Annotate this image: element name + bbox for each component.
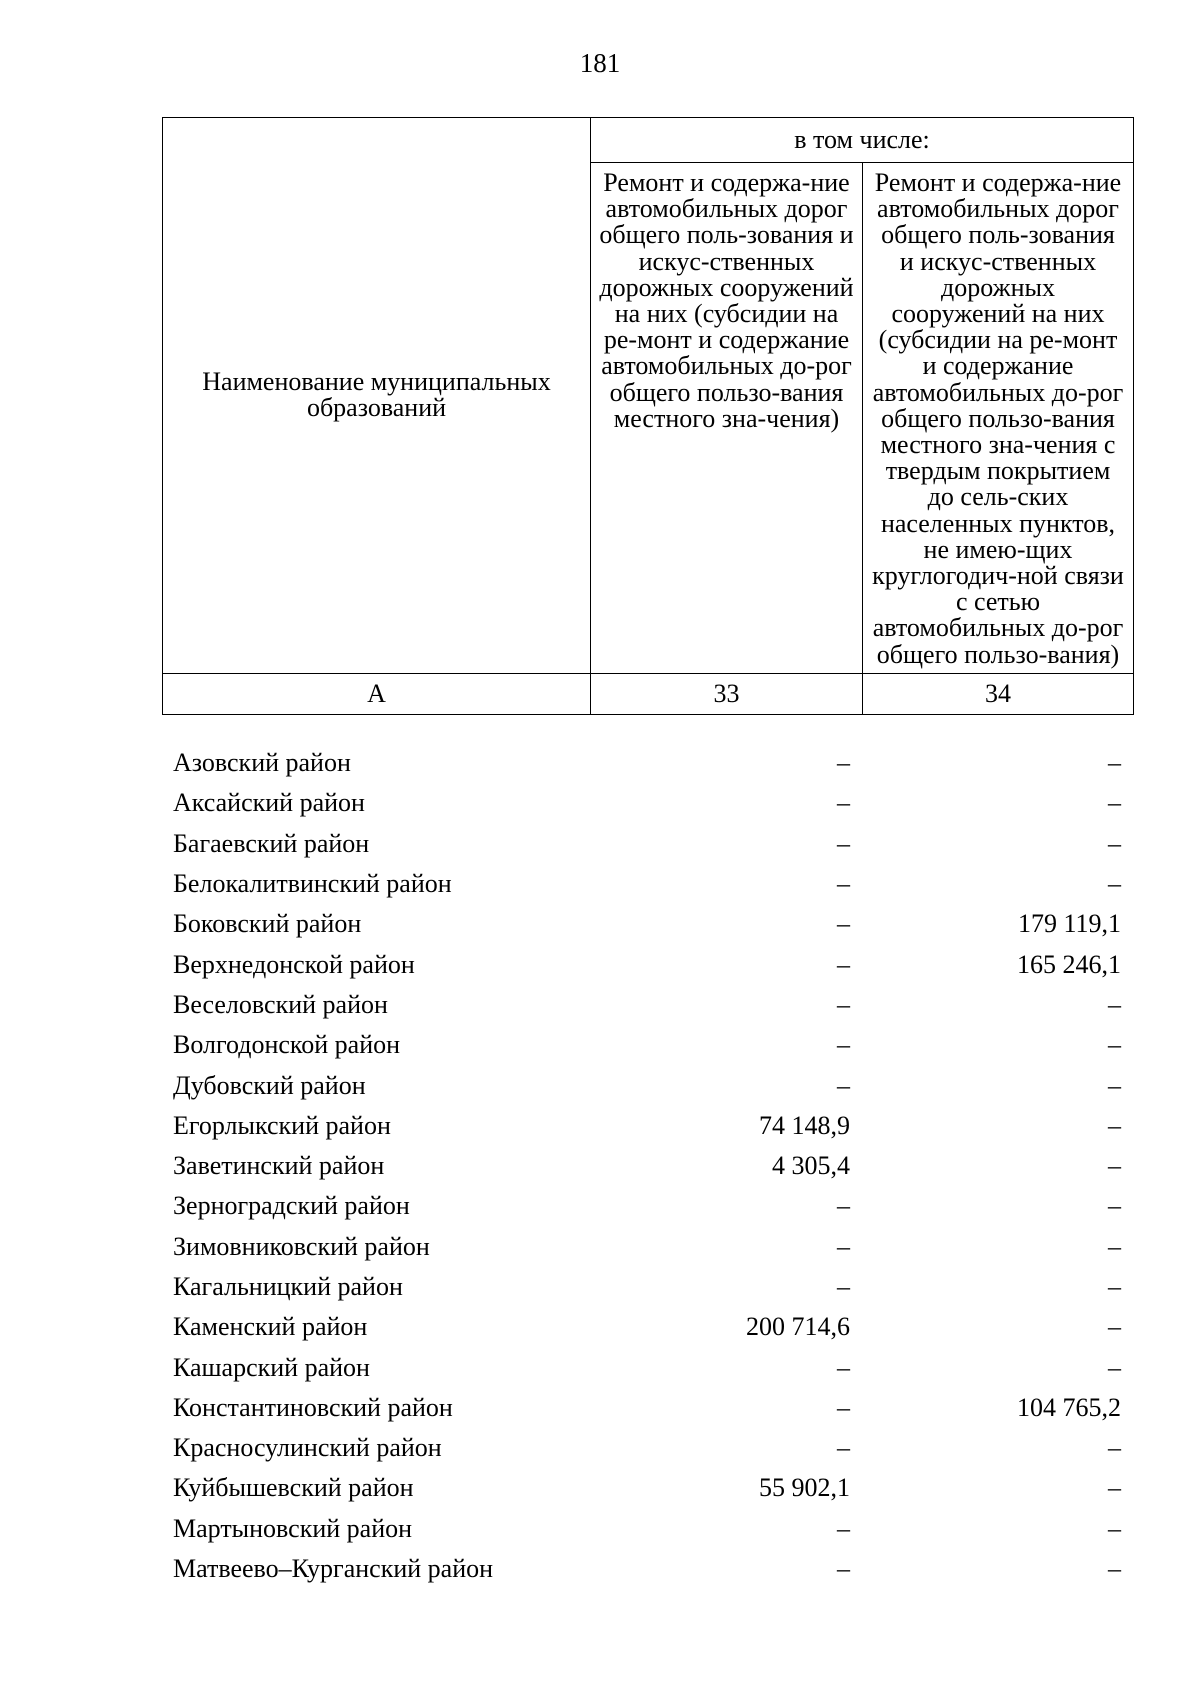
- table-row: [162, 1227, 1133, 1267]
- table-row: [162, 1186, 1133, 1226]
- municipality-name: Багаевский район: [173, 828, 370, 858]
- column-number-33: 33: [591, 673, 863, 714]
- value-col-34: 165 246,1: [1017, 949, 1121, 979]
- value-col-34: –: [1108, 828, 1121, 858]
- value-col-34: –: [1108, 869, 1121, 899]
- value-col-33: –: [837, 1554, 850, 1584]
- column-group-header: в том числе:: [591, 118, 1134, 163]
- value-col-34: –: [1108, 1231, 1121, 1261]
- municipality-name: Каменский район: [173, 1312, 368, 1342]
- table-row: [162, 743, 1133, 783]
- column-header-name: Наименование муниципальных образований: [163, 118, 591, 674]
- column-number-34: 34: [863, 673, 1134, 714]
- value-col-34: –: [1108, 1030, 1121, 1060]
- value-col-34: –: [1108, 1151, 1121, 1181]
- value-col-33: –: [837, 909, 850, 939]
- municipality-name: Боковский район: [173, 909, 362, 939]
- municipality-name: Константиновский район: [173, 1392, 453, 1422]
- value-col-33: –: [837, 869, 850, 899]
- table-row: [162, 1146, 1133, 1186]
- table-row: [162, 1307, 1133, 1347]
- column-header-33: Ремонт и содержа-ние автомобильных дорог общего поль-зования и искус-ственных дорожных сооружений на них (субсидии на ре-монт и содержание автомобильных до-рог общего пользо-вания местного зна-чения): [591, 163, 863, 674]
- table-row: [162, 1267, 1133, 1307]
- page-number: 181: [579, 48, 621, 78]
- municipality-name: Кашарский район: [173, 1352, 370, 1382]
- table-row: [162, 1065, 1133, 1105]
- value-col-33: 74 148,9: [759, 1110, 850, 1140]
- municipality-name: Мартыновский район: [173, 1513, 413, 1543]
- value-col-34: –: [1108, 1110, 1121, 1140]
- table-row: [162, 1025, 1133, 1065]
- value-col-33: –: [837, 1191, 850, 1221]
- municipality-name: Белокалитвинский район: [173, 869, 452, 899]
- value-col-34: –: [1108, 989, 1121, 1019]
- value-col-34: –: [1108, 1312, 1121, 1342]
- value-col-33: 55 902,1: [759, 1473, 850, 1503]
- value-col-33: –: [837, 1513, 850, 1543]
- municipality-name: Дубовский район: [173, 1070, 366, 1100]
- value-col-33: –: [837, 1070, 850, 1100]
- value-col-34: 104 765,2: [1017, 1392, 1121, 1422]
- municipality-name: Волгодонской район: [173, 1030, 401, 1060]
- municipality-name: Азовский район: [173, 748, 351, 778]
- municipality-name: Зимовниковский район: [173, 1231, 430, 1261]
- value-col-34: –: [1108, 788, 1121, 818]
- value-col-34: –: [1108, 1070, 1121, 1100]
- value-col-33: –: [837, 1272, 850, 1301]
- municipality-name: Веселовский район: [173, 989, 388, 1019]
- table-row: [162, 783, 1133, 823]
- value-col-33: –: [837, 989, 850, 1019]
- table-row: [162, 1106, 1133, 1146]
- value-col-34: 179 119,1: [1017, 909, 1121, 939]
- column-number-a: А: [163, 673, 591, 714]
- value-col-34: –: [1108, 1433, 1121, 1463]
- value-col-34: –: [1108, 1513, 1121, 1543]
- table-row: [162, 1468, 1133, 1508]
- value-col-33: –: [837, 1433, 850, 1463]
- value-col-34: –: [1108, 1272, 1121, 1301]
- table-row: [162, 1347, 1133, 1387]
- value-col-33: –: [837, 1392, 850, 1422]
- table-row: [162, 824, 1133, 864]
- municipality-name: Зерноградский район: [173, 1191, 410, 1221]
- municipality-name: Егорлыкский район: [173, 1110, 391, 1140]
- table-body: [162, 743, 1133, 1589]
- value-col-33: –: [837, 949, 850, 979]
- municipality-name: Куйбышевский район: [173, 1473, 414, 1503]
- municipality-name: Верхнедонской район: [173, 949, 415, 979]
- table-row: [162, 1509, 1133, 1549]
- table-row: [162, 864, 1133, 904]
- value-col-33: –: [837, 1352, 850, 1382]
- value-col-34: –: [1108, 1352, 1121, 1382]
- value-col-33: –: [837, 1030, 850, 1060]
- value-col-33: –: [837, 828, 850, 858]
- table-row: [162, 1549, 1133, 1589]
- municipality-name: Красносулинский район: [173, 1433, 442, 1463]
- table-row: [162, 1428, 1133, 1468]
- municipality-name: Заветинский район: [173, 1151, 385, 1181]
- table-row: [162, 904, 1133, 944]
- value-col-33: –: [837, 748, 850, 778]
- value-col-33: –: [837, 788, 850, 818]
- table-row: [162, 985, 1133, 1025]
- value-col-34: –: [1108, 1554, 1121, 1584]
- municipality-name: Кагальницкий район: [173, 1272, 403, 1301]
- value-col-33: 200 714,6: [746, 1312, 850, 1342]
- value-col-33: 4 305,4: [772, 1151, 850, 1181]
- value-col-34: –: [1108, 1473, 1121, 1503]
- table-row: [162, 1388, 1133, 1428]
- municipality-name: Аксайский район: [173, 788, 365, 818]
- value-col-34: –: [1108, 748, 1121, 778]
- table-row: [162, 944, 1133, 984]
- value-col-33: –: [837, 1231, 850, 1261]
- value-col-34: –: [1108, 1191, 1121, 1221]
- column-header-34: Ремонт и содержа-ние автомобильных дорог общего поль-зования и искус-ственных дорожных сооружений на них (субсидии на ре-монт и содержание автомобильных до-рог общего пользо-вания местного зна-чения с твердым покрытием до сель-ских населенных пунктов, не имею-щих круглогодич-ной связи с сетью автомобильных до-рог общего пользо-вания): [863, 163, 1134, 674]
- municipality-name: Матвеево–Курганский район: [173, 1554, 494, 1584]
- table-header: [162, 117, 1134, 715]
